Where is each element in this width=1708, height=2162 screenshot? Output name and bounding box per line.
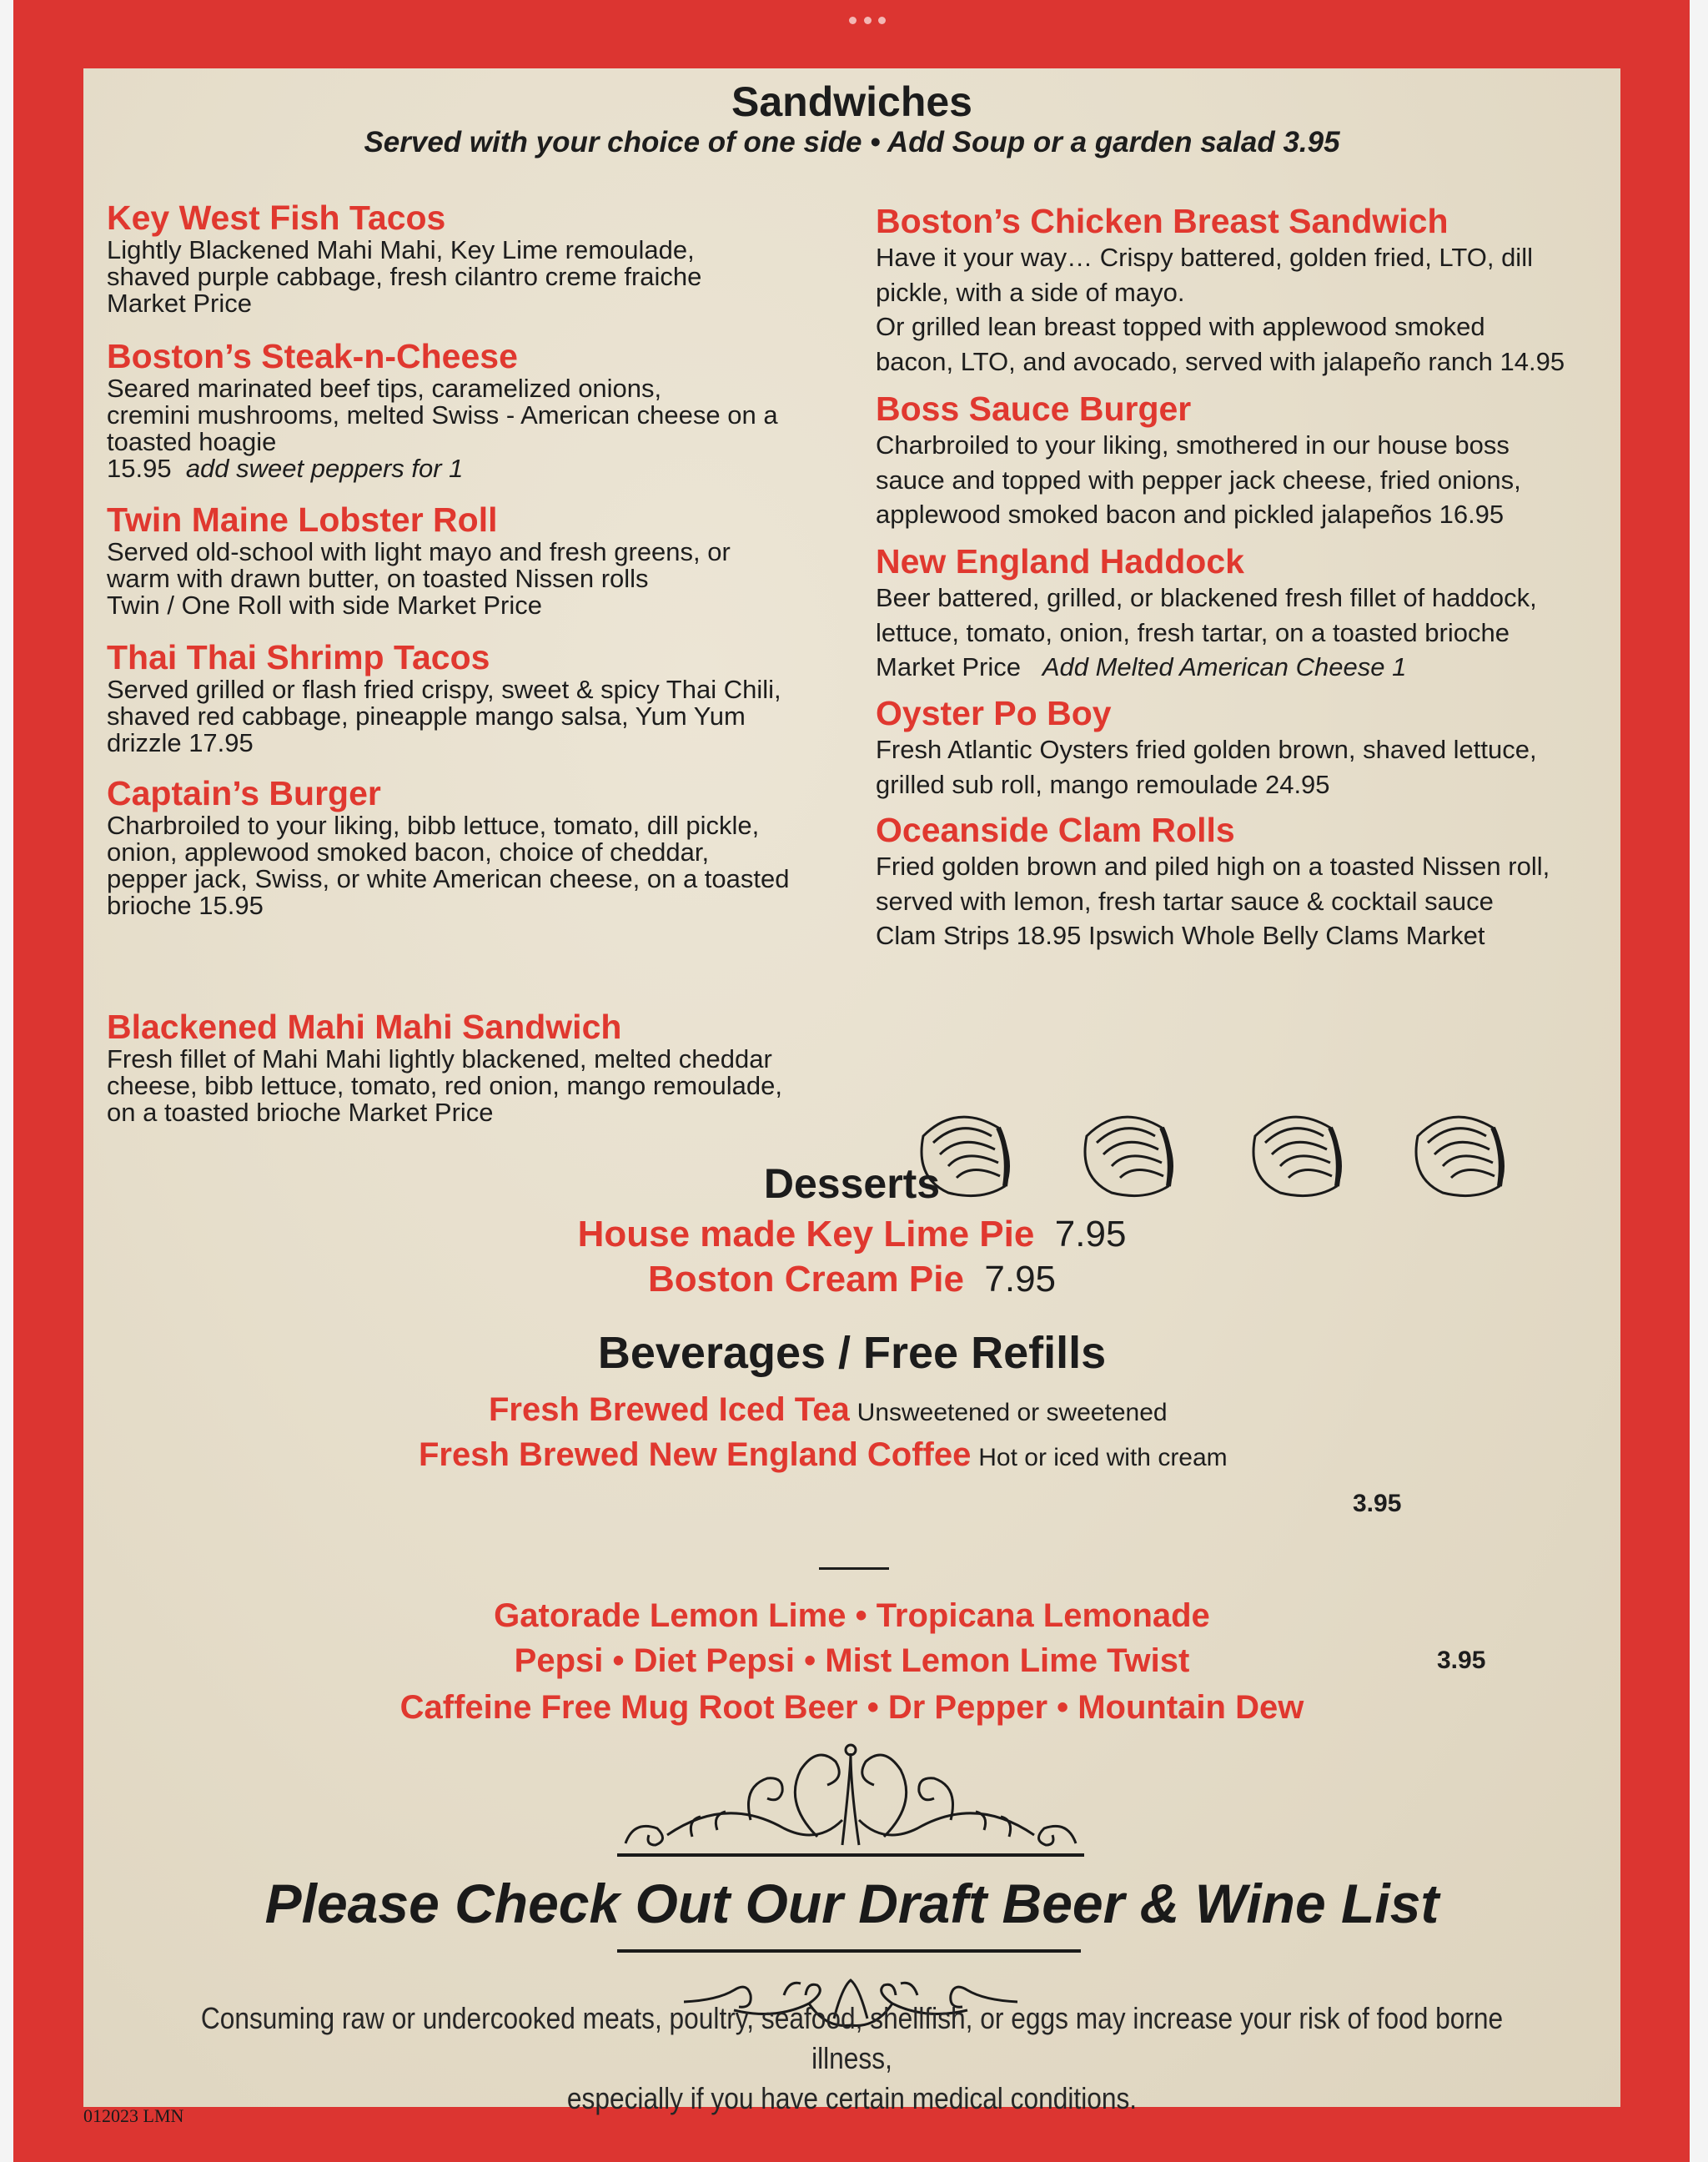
- menu-item: [107, 500, 731, 619]
- soda-line: Pepsi • Diet Pepsi • Mist Lemon Lime Twist: [514, 1642, 1190, 1679]
- item-desc-line: Market Price: [107, 289, 252, 318]
- flourish-ornament-icon: [617, 1737, 1084, 1862]
- item-desc-line: Beer battered, grilled, or blackened fresh fillet of haddock,: [876, 583, 1537, 612]
- callout-underline: [617, 1949, 1081, 1953]
- beer-wine-callout: Please Check Out Our Draft Beer & Wine List: [264, 1873, 1439, 1934]
- item-desc-line: Seared marinated beef tips, caramelized onions,: [107, 374, 662, 403]
- item-desc-line: Served grilled or flash fried crispy, sweet & spicy Thai Chili,: [107, 675, 781, 704]
- beverages-title: Beverages / Free Refills: [597, 1328, 1107, 1378]
- item-desc-line: shaved purple cabbage, fresh cilantro creme fraiche: [107, 262, 702, 291]
- sandwiches-subtitle: Served with your choice of one side • Add Soup or a garden salad 3.95: [364, 126, 1340, 158]
- beverage-desc: Unsweetened or sweetened: [857, 1399, 1168, 1426]
- item-desc-line: Twin / One Roll with side Market Price: [107, 591, 543, 620]
- item-desc-line: toasted hoagie: [107, 427, 277, 456]
- item-desc-line: pickle, with a side of mayo.: [876, 277, 1185, 307]
- menu-item: [107, 774, 790, 919]
- item-note: Add Melted American Cheese 1: [1042, 652, 1407, 681]
- item-note: add sweet peppers for 1: [185, 454, 464, 483]
- item-desc-line: bacon, LTO, and avocado, served with jalapeño ranch 14.95: [876, 346, 1565, 376]
- menu-item: [876, 694, 1537, 802]
- sandwiches-title: Sandwiches: [731, 78, 972, 125]
- soda-line: Caffeine Free Mug Root Beer • Dr Pepper • Mountain Dew: [399, 1689, 1304, 1726]
- dessert-item: [83, 1213, 1620, 1256]
- desserts-title: Desserts: [763, 1160, 941, 1207]
- item-name: Oyster Po Boy: [876, 694, 1112, 732]
- item-name: New England Haddock: [876, 542, 1244, 581]
- item-desc-line: Or grilled lean breast topped with applewood smoked: [876, 312, 1485, 341]
- menu-item: [107, 1008, 782, 1126]
- item-name: Oceanside Clam Rolls: [876, 811, 1235, 849]
- item-desc-line: grilled sub roll, mango remoulade 24.95: [876, 769, 1330, 799]
- menu-item: [876, 390, 1521, 532]
- beverage-item: [419, 1436, 1228, 1474]
- beverage-desc: Hot or iced with cream: [978, 1444, 1228, 1471]
- item-desc-line: applewood smoked bacon and pickled jalapeños 16.95: [876, 500, 1505, 529]
- item-desc-line: onion, applewood smoked bacon, choice of cheddar,: [107, 837, 710, 867]
- item-desc-line: Served old-school with light mayo and fresh greens, or: [107, 537, 731, 566]
- more-options-icon[interactable]: [849, 12, 886, 28]
- item-desc-line: pepper jack, Swiss, or white American cheese, on a toasted: [107, 864, 790, 893]
- item-desc-line: Clam Strips 18.95 Ipswich Whole Belly Clams Market: [876, 921, 1485, 950]
- brewed-price: 3.95: [1353, 1490, 1402, 1517]
- item-desc-line: Fresh Atlantic Oysters fried golden brown, shaved lettuce,: [876, 735, 1537, 764]
- item-price: 15.95: [107, 454, 172, 483]
- item-desc-line: sauce and topped with pepper jack cheese, fried onions,: [876, 465, 1521, 495]
- divider: [819, 1567, 889, 1570]
- item-desc-line: cheese, bibb lettuce, tomato, red onion, mango remoulade,: [107, 1071, 782, 1100]
- item-desc-line: on a toasted brioche Market Price: [107, 1098, 494, 1127]
- beverage-item: [489, 1391, 1168, 1429]
- disclaimer-line: especially if you have certain medical conditions.: [566, 2081, 1138, 2115]
- item-desc-line: cremini mushrooms, melted Swiss - American cheese on a: [107, 400, 778, 430]
- menu-item: [876, 542, 1537, 685]
- health-disclaimer: [176, 1999, 1529, 2119]
- item-desc-line: drizzle 17.95: [107, 728, 254, 757]
- beverage-name: Fresh Brewed Iced Tea: [489, 1391, 850, 1428]
- soda-price: 3.95: [1437, 1647, 1486, 1674]
- item-name: Captain’s Burger: [107, 774, 381, 812]
- footer-code: 012023 LMN: [83, 2105, 184, 2126]
- menu-item: [876, 811, 1550, 953]
- menu-item: [107, 638, 781, 757]
- dessert-item: [83, 1258, 1620, 1301]
- item-name: Boston’s Steak-n-Cheese: [107, 337, 518, 375]
- dessert-name: House made Key Lime Pie: [577, 1214, 1035, 1254]
- item-desc-line: Charbroiled to your liking, smothered in our house boss: [876, 430, 1510, 460]
- dessert-price: 7.95: [1054, 1214, 1127, 1254]
- menu-item: [107, 337, 778, 482]
- beverage-name: Fresh Brewed New England Coffee: [419, 1436, 972, 1473]
- menu-item: [107, 199, 701, 317]
- item-name: Boss Sauce Burger: [876, 390, 1192, 428]
- menu-item: [876, 202, 1565, 379]
- item-name: Key West Fish Tacos: [107, 199, 446, 237]
- item-desc-line: shaved red cabbage, pineapple mango salsa, Yum Yum: [107, 701, 746, 731]
- item-desc-line: Lightly Blackened Mahi Mahi, Key Lime remoulade,: [107, 235, 695, 264]
- item-desc-line: Fresh fillet of Mahi Mahi lightly blackened, melted cheddar: [107, 1044, 772, 1073]
- soda-line: Gatorade Lemon Lime • Tropicana Lemonade: [494, 1597, 1210, 1634]
- item-name: Thai Thai Shrimp Tacos: [107, 638, 490, 676]
- item-desc-line: brioche 15.95: [107, 891, 264, 920]
- item-desc-line: Fried golden brown and piled high on a toasted Nissen roll,: [876, 852, 1550, 881]
- item-name: Boston’s Chicken Breast Sandwich: [876, 202, 1449, 240]
- item-desc-line: Have it your way… Crispy battered, golden fried, LTO, dill: [876, 243, 1533, 272]
- item-desc-line: Charbroiled to your liking, bibb lettuce, tomato, dill pickle,: [107, 811, 760, 840]
- item-desc-line: served with lemon, fresh tartar sauce & cocktail sauce: [876, 886, 1494, 916]
- menu-page: [83, 68, 1620, 2115]
- item-name: Twin Maine Lobster Roll: [107, 500, 498, 539]
- item-name: Blackened Mahi Mahi Sandwich: [107, 1008, 622, 1046]
- disclaimer-line: Consuming raw or undercooked meats, poultry, seafood, shellfish, or eggs may increase your risk of food borne illness,: [200, 2001, 1504, 2075]
- item-price: Market Price: [876, 652, 1021, 681]
- item-desc-line: warm with drawn butter, on toasted Nissen rolls: [107, 564, 649, 593]
- dessert-name: Boston Cream Pie: [647, 1259, 964, 1300]
- dessert-price: 7.95: [984, 1259, 1057, 1300]
- item-desc-line: lettuce, tomato, onion, fresh tartar, on a toasted brioche: [876, 617, 1510, 647]
